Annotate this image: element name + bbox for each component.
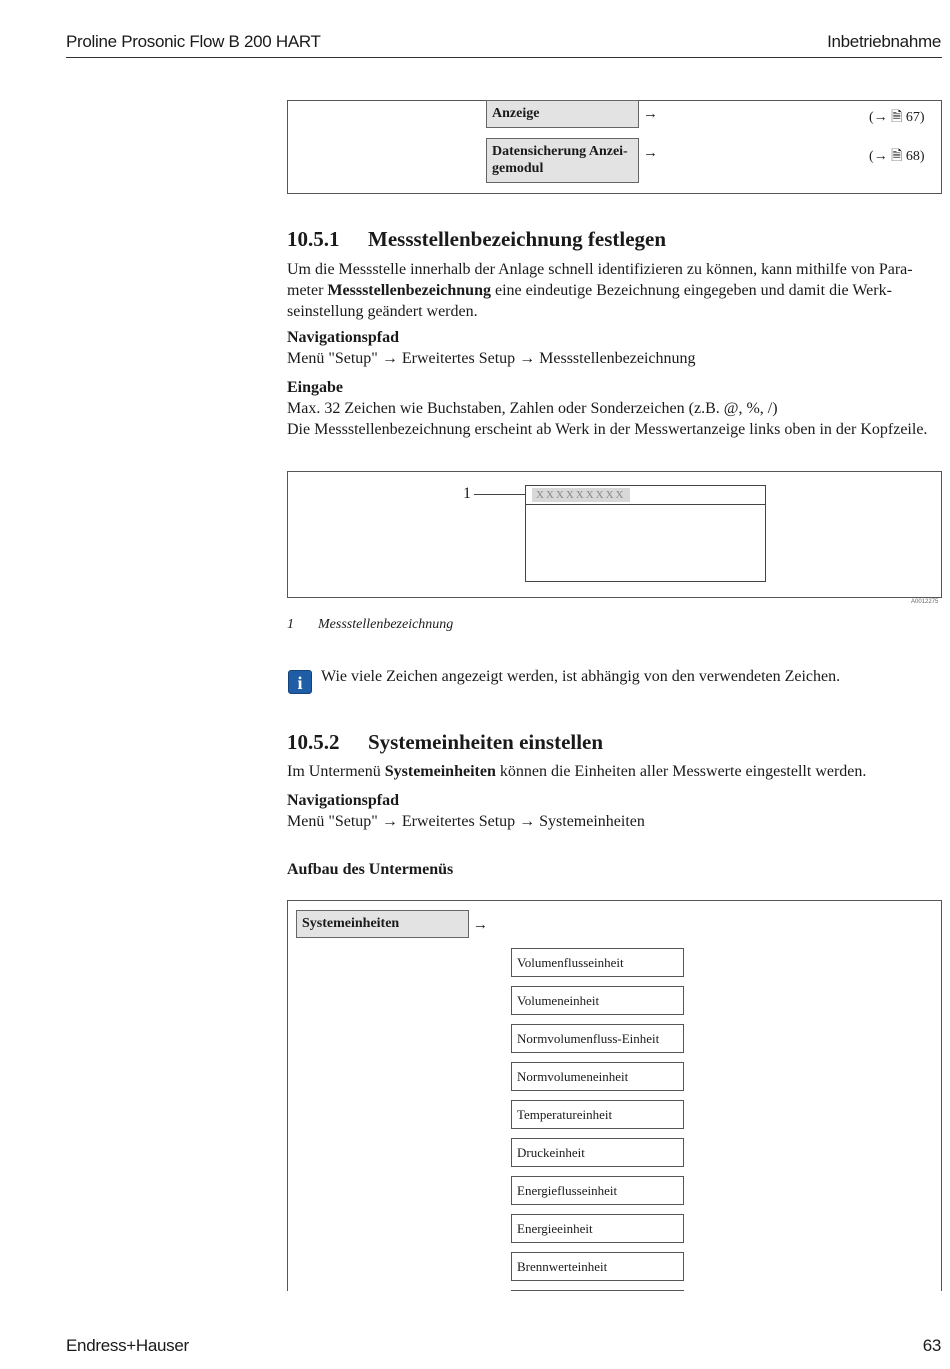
menu-item-datensicherung: [486, 138, 639, 183]
section-heading-10-5-1: [287, 227, 666, 252]
navigation-path-heading: Navigationspfad: [287, 329, 400, 346]
section-number: 10.5.1: [287, 227, 340, 251]
menu-item-label-line1: Datensicherung Anzei-: [492, 144, 628, 159]
menu-item-label: Systemeinheiten: [302, 916, 400, 931]
text-run: können die Einheiten aller Messwerte eingestellt werden.: [495, 763, 867, 780]
text-run: meter: [287, 282, 328, 299]
parameter-box-cutoff: [511, 1290, 684, 1292]
arrow-icon: →: [643, 145, 658, 161]
info-note-text: Wie viele Zeichen angezeigt werden, ist abhängig von den verwendeten Zeichen.: [321, 668, 841, 685]
paragraph-line: seinstellung geändert werden.: [287, 303, 478, 320]
section-title: Systemeinheiten einstellen: [368, 730, 604, 754]
parameter-druckeinheit: Druckeinheit: [511, 1138, 684, 1167]
parameter-name: Messstellenbezeichnung: [327, 282, 491, 299]
text-run: eine eindeutige Bezeichnung eingegeben und damit die Werk-: [490, 282, 892, 299]
menu-item-label-line2: gemodul: [492, 161, 544, 176]
display-screen-illustration: [525, 485, 766, 582]
parameter-energieeinheit: Energieeinheit: [511, 1214, 684, 1243]
parameter-normvolumenfluss-einheit: Normvolumenfluss-Einheit: [511, 1024, 684, 1053]
section-heading-10-5-2: [287, 730, 603, 755]
tag-placeholder: XXXXXXXXX: [532, 488, 630, 502]
header-chapter-title: Inbetriebnahme: [827, 32, 941, 51]
submenu-structure-heading: Aufbau des Untermenüs: [287, 861, 454, 878]
input-heading: Eingabe: [287, 379, 344, 396]
footer-company: Endress+Hauser: [66, 1336, 189, 1355]
section-number: 10.5.2: [287, 730, 340, 754]
paragraph-line: [287, 280, 942, 301]
figure-caption-text: Messstellenbezeichnung: [318, 617, 454, 632]
arrow-icon: →: [643, 106, 658, 122]
figure-callout-number: 1: [463, 485, 471, 502]
menu-item-systemeinheiten: [296, 910, 469, 938]
parameter-volumeneinheit: Volumeneinheit: [511, 986, 684, 1015]
section-title: Messstellenbezeichnung festlegen: [368, 227, 667, 251]
submenu-name: Systemeinheiten: [384, 763, 496, 780]
arrow-icon: →: [473, 917, 488, 933]
header-product-name: Proline Prosonic Flow B 200 HART: [66, 32, 321, 51]
menu-item-label: Anzeige: [492, 106, 540, 121]
section-intro-paragraph: [287, 763, 866, 781]
navigation-path: Menü "Setup" → Erweitertes Setup → Messstellenbezeichnung: [287, 350, 696, 367]
parameter-normvolumeneinheit: Normvolumeneinheit: [511, 1062, 684, 1091]
input-description-line2: Die Messstellenbezeichnung erscheint ab Werk in der Messwertanzeige links oben in der Kopfzeile.: [287, 421, 928, 438]
parameter-temperatureinheit: Temperatureinheit: [511, 1100, 684, 1129]
paragraph-line: Um die Messstelle innerhalb der Anlage schnell identifizieren zu können, kann mithilfe von Para-: [287, 261, 913, 278]
info-icon: i: [288, 670, 312, 694]
text-run: Im Untermenü: [287, 763, 385, 780]
parameter-brennwerteinheit: Brennwerteinheit: [511, 1252, 684, 1281]
menu-item-anzeige: [486, 100, 639, 128]
input-description-line1: Max. 32 Zeichen wie Buchstaben, Zahlen oder Sonderzeichen (z.B. @, %, /): [287, 400, 778, 417]
display-header-bar: [526, 486, 765, 505]
figure-caption-number: 1: [287, 617, 294, 632]
page-number: 63: [922, 1336, 941, 1355]
header-rule: [66, 57, 942, 58]
image-code: A0012275: [911, 599, 939, 605]
section-intro-paragraph: [287, 259, 942, 322]
page-reference-link[interactable]: (→ 🗎 68): [869, 149, 925, 164]
parameter-energieflusseinheit: Energieflusseinheit: [511, 1176, 684, 1205]
navigation-path: Menü "Setup" → Erweitertes Setup → Systemeinheiten: [287, 813, 645, 830]
page-reference-link[interactable]: (→ 🗎 67): [869, 110, 925, 125]
navigation-path-heading: Navigationspfad: [287, 792, 400, 809]
parameter-volumenflusseinheit: Volumenflusseinheit: [511, 948, 684, 977]
callout-leader-line: [474, 494, 528, 495]
